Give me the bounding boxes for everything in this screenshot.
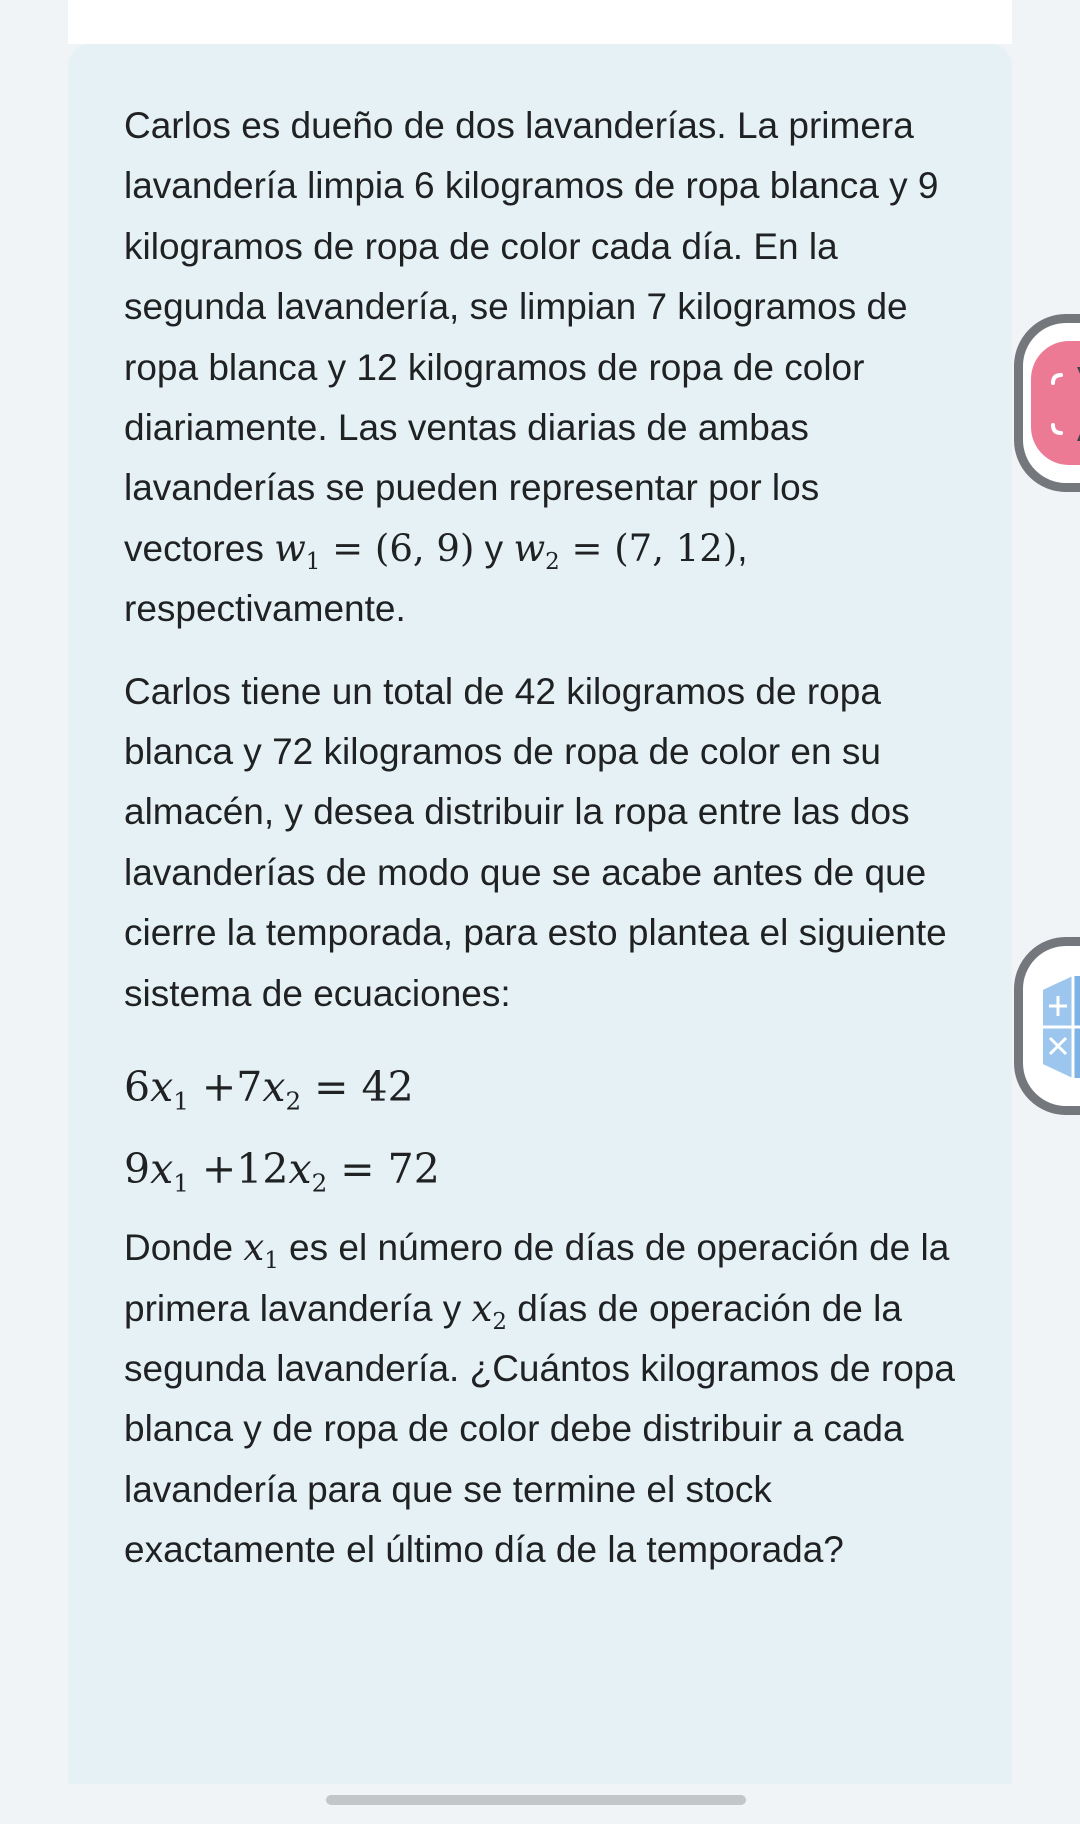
equation-1 — [124, 1046, 964, 1128]
eq1-rhs: = 42 — [301, 1063, 414, 1112]
sigma-tab-face — [1031, 341, 1080, 465]
problem-paragraph-3 — [124, 1218, 964, 1580]
eq2-subscript-1: 1 — [173, 1168, 189, 1198]
eq1-variable-1: x — [150, 1063, 174, 1112]
eq2-rhs: = 72 — [327, 1145, 440, 1194]
problem-text-end: , respectivamente. — [124, 527, 748, 630]
equation-2 — [124, 1128, 964, 1210]
eq2-coefficient-2: +12 — [188, 1145, 289, 1194]
problem-paragraph-2: Carlos tiene un total de 42 kilogramos de ropa blanca y 72 kilogramos de ropa de color en su almacén, y desea distribuir la ropa entre las dos lavanderías de modo que se acabe antes de que cierre la temporada, para esto plantea el siguiente sistema de ecuaciones: — [124, 670, 947, 1014]
vector-join-text: y — [474, 527, 514, 569]
vector-w2 — [513, 526, 738, 575]
w1-variable: w — [274, 526, 306, 570]
p3-start-text: Donde — [124, 1227, 244, 1269]
eq2-variable-2: x — [288, 1145, 312, 1194]
question-content — [124, 96, 964, 1603]
previous-card — [68, 0, 1012, 44]
math-tools-tab-face — [1037, 968, 1080, 1086]
w1-value: = (6, 9) — [320, 526, 475, 570]
x2-subscript: 2 — [492, 1308, 508, 1335]
problem-text-intro: Carlos es dueño de dos lavanderías. La primera lavandería limpia 6 kilogramos de ropa blanca y 9 kilogramos de ropa de color cada día. En la segunda lavandería, se limpian 7 kilogramos de ropa blanca y 12 kilogramos de ropa de color diariamente. Las ventas diarias de ambas lavanderías se pueden representar por los vectores — [124, 105, 939, 569]
eq1-coefficient-2: +7 — [188, 1063, 263, 1112]
eq2-subscript-2: 2 — [311, 1168, 328, 1198]
w2-value: = (7, 12) — [559, 526, 738, 570]
vector-w1 — [274, 526, 475, 575]
eq1-subscript-2: 2 — [285, 1086, 302, 1116]
sigma-tool-tab[interactable] — [1014, 314, 1080, 492]
math-tools-tab[interactable] — [1014, 937, 1080, 1115]
x2-variable: x — [471, 1286, 493, 1330]
x1-subscript: 1 — [264, 1248, 279, 1275]
p3-end-text: días de operación de la segunda lavandería. ¿Cuántos kilogramos de ropa blanca y de ropa de color debe distribuir a cada lavandería para que se termine el stock exactamente el último día de la temporada? — [124, 1287, 955, 1571]
p3-middle-text: es el número de días de operación de la primera lavandería y — [124, 1227, 950, 1329]
eq2-variable-1: x — [150, 1145, 174, 1194]
question-card — [68, 44, 1012, 1784]
math-operations-icon — [1037, 968, 1080, 1086]
problem-paragraph-1 — [124, 96, 964, 640]
w2-variable: w — [513, 526, 546, 570]
variable-x1 — [243, 1226, 279, 1275]
sigma-icon — [1031, 341, 1080, 465]
eq1-variable-2: x — [262, 1063, 286, 1112]
eq1-subscript-1: 1 — [173, 1086, 189, 1116]
w1-subscript: 1 — [305, 548, 321, 575]
w2-subscript: 2 — [545, 548, 560, 575]
home-indicator[interactable] — [326, 1795, 746, 1805]
x1-variable: x — [243, 1226, 265, 1270]
eq1-coefficient-1: 6 — [124, 1063, 151, 1112]
variable-x2 — [471, 1286, 508, 1335]
eq2-coefficient-1: 9 — [124, 1145, 151, 1194]
